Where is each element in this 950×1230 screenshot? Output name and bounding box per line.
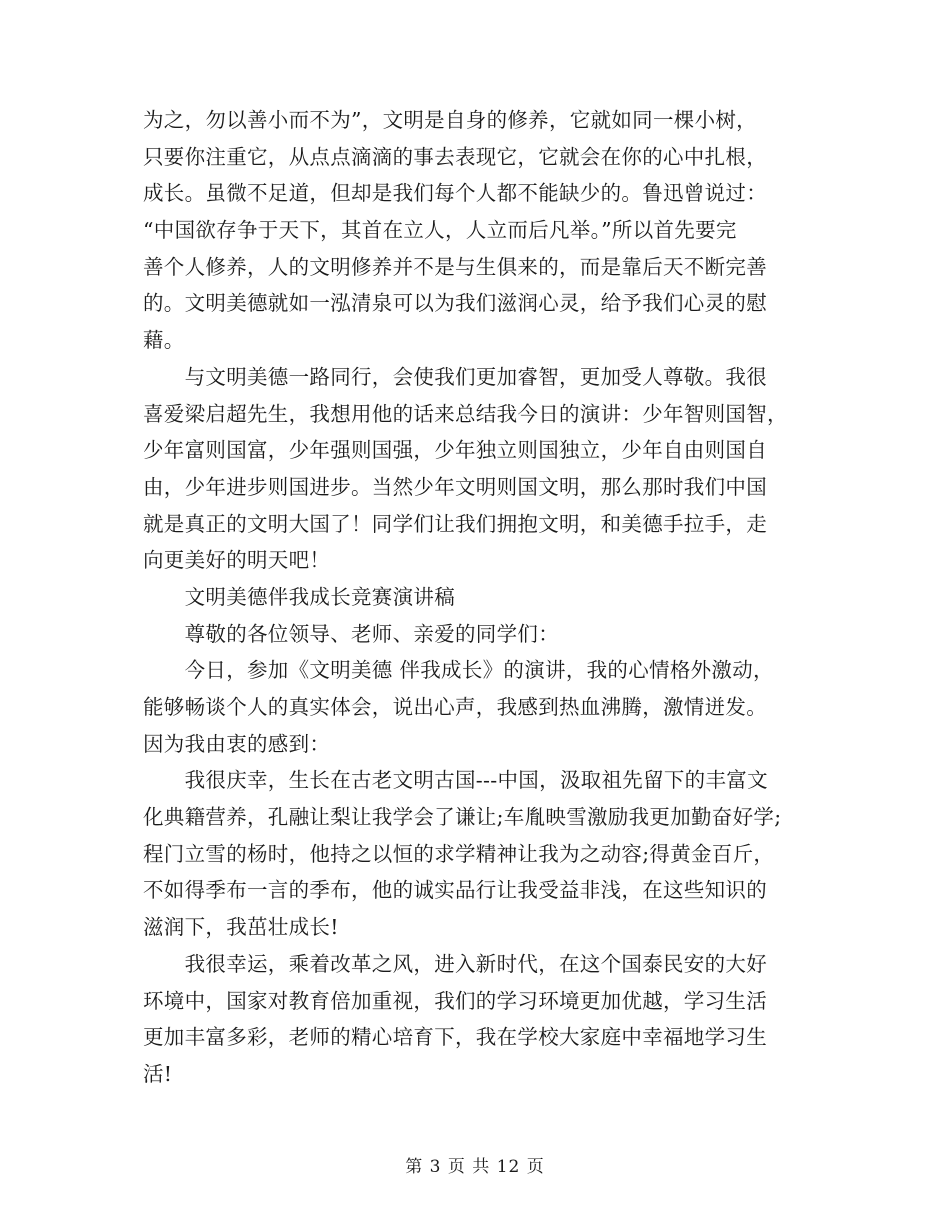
text-line: 化典籍营养，孔融让梨让我学会了谦让;车胤映雪激励我更加勤奋好学; [143, 805, 782, 830]
text-line: 藉。 [143, 328, 185, 353]
text-line: 更加丰富多彩，老师的精心培育下，我在学校大家庭中幸福地学习生 [143, 1025, 767, 1050]
text-line: 不如得季布一言的季布，他的诚实品行让我受益非浅，在这些知识的 [143, 878, 767, 903]
text-line: 环境中，国家对教育倍加重视，我们的学习环境更加优越，学习生活 [143, 988, 767, 1013]
body-text [143, 102, 823, 1093]
text-line: 我很幸运，乘着改革之风，进入新时代，在这个国泰民安的大好 [143, 951, 767, 976]
text-line: 向更美好的明天吧！ [143, 548, 331, 573]
text-line: 为之，勿以善小而不为”，文明是自身的修养，它就如同一棵小树， [143, 108, 757, 132]
text-line: 活! [143, 1061, 173, 1086]
text-line: 喜爱梁启超先生，我想用他的话来总结我今日的演讲：少年智则国智， [143, 401, 788, 426]
text-line: 滋润下，我茁壮成长! [143, 915, 339, 940]
text-line: 只要你注重它，从点点滴滴的事去表现它，它就会在你的心中扎根， [143, 144, 767, 169]
text-line: 我很庆幸，生长在古老文明古国---中国，汲取祖先留下的丰富文 [143, 768, 768, 793]
text-line: “中国欲存争于天下，其首在立人，人立而后凡举。”所以首先要完 [143, 218, 737, 243]
text-line: 与文明美德一路同行，会使我们更加睿智，更加受人尊敬。我很 [143, 364, 767, 389]
salutation: 尊敬的各位领导、老师、亲爱的同学们： [143, 621, 559, 646]
text-line: 就是真正的文明大国了！同学们让我们拥抱文明，和美德手拉手，走 [143, 511, 767, 536]
text-line: 善个人修养，人的文明修养并不是与生俱来的，而是靠后天不断完善 [143, 254, 767, 279]
text-line: 因为我由衷的感到： [143, 731, 331, 756]
section-title: 文明美德伴我成长竞赛演讲稿 [143, 584, 455, 609]
text-line: 今日，参加《文明美德 伴我成长》的演讲，我的心情格外激动， [143, 658, 774, 683]
text-line: 的。文明美德就如一泓清泉可以为我们滋润心灵，给予我们心灵的慰 [143, 291, 767, 316]
text-line: 能够畅谈个人的真实体会，说出心声，我感到热血沸腾，激情迸发。 [143, 695, 767, 719]
text-line: 程门立雪的杨时，他持之以恒的求学精神让我为之动容;得黄金百斤， [143, 841, 775, 866]
page-footer: 第 3 页 共 12 页 [405, 1157, 545, 1177]
text-line: 由，少年进步则国进步。当然少年文明则国文明，那么那时我们中国 [143, 474, 767, 499]
text-line: 少年富则国富，少年强则国强，少年独立则国独立，少年自由则国自 [143, 438, 767, 463]
text-line: 成长。虽微不足道，但却是我们每个人都不能缺少的。鲁迅曾说过： [143, 181, 767, 206]
